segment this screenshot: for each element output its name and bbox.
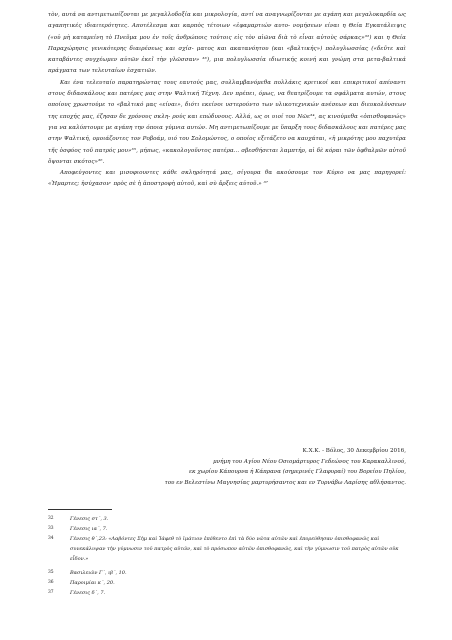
text-line: ἐκεῖ τὴν γλῶσσαν» ³³), μια πολυγλωσσία ιδιωτικής κοινή και γνώμη στα μετα-βαλτικά πράγματα — [48, 57, 407, 75]
footnote — [48, 524, 408, 534]
footnote-number: 34 — [48, 536, 54, 541]
footnote-number: 33 — [48, 526, 54, 531]
text-line: με αγάπη την όποια γύμνια αυτών. Μη αντιμετωπίζουμε με ὕπαρξη τους διδασκάλους και πατέρες — [105, 124, 394, 131]
text-line: «ἡ μικρότης μου παχυτέρα τῆς ὀσφύος τοῦ πατρός μου»³⁵, μήπως, «κακολογοῦντος πατέρα... — [48, 136, 406, 154]
text-line: τὸν, αυτά να αντιμετωπίζονται με μεγαλλοδοξία και μικρολογία, αντί να αναγνωρίζονται με αγάπη — [48, 12, 342, 18]
footnote-number: 37 — [48, 590, 54, 595]
text-line: σβεσθήσεται λαμπτήρ, αἱ δὲ κόραι τῶν ὀφθαλμῶν αὐτοῦ ὄψονται σκότος»³⁶. — [48, 147, 406, 165]
main-text — [48, 10, 406, 191]
footnote-text: Γένεσις στ΄, 3. — [70, 516, 109, 522]
footnotes — [48, 514, 408, 598]
footnote — [48, 568, 408, 578]
text-line: Και ένα τελευταίο παρατηρώντας τους εαυτούς μας, συλλαμβανόμεθα πολλάκις κριτικοί και — [60, 79, 341, 86]
text-line: ρούς και επώδυνους. Αλλά, ως οι υιοί του Νῶε³⁴, ας κινούμεθα «ὀπισθοφανώς» για να καλύπτουμε — [48, 113, 407, 131]
footnote-number: 36 — [48, 580, 54, 585]
footnote — [48, 514, 408, 524]
text-line: Αποφεύγοντες και μισοφιουντες κάθε σκληρότητά μας, σίγουρα θα ακούσουμε τον Κύριο να — [60, 170, 356, 177]
signoff-line: του εν Βελεστίνω Μαγνησίας μαρτυρήσαντος και εν Τυρνάβω Λαρίσης αθλήσαντος. — [164, 479, 406, 486]
place-date: Κ.Χ.Κ. - Βόλος, 30 Δεκεμβρίου 2016, — [302, 448, 406, 454]
signoff-line: μνήμη του Αγίου Νέου Οσιομάρτυρος Γεδεώνος του Καρακαλλινού, — [213, 458, 406, 465]
text-line: επικριτικοί απέναντι στους διδασκάλους και πατέρες μας στην Ψαλτική Τέχνη. Δεν πρέπει, όμως, να — [48, 79, 406, 98]
text-line: θεατρίζουμε τα σφάλματα αυτών, στους οποίους χρωστούμε το «βαλτικό μας «είναι», διότι εκείνοι — [48, 91, 406, 109]
paragraph-3 — [48, 168, 406, 191]
footnote-text: Βασιλειῶν Γ΄, ιβ΄, 10. — [70, 570, 127, 576]
text-line: τὸν αἰῶνα διὰ τὸ εἶναι αὐτοὺς σάρκας»³²) και η Θεία Παραχώρησις γενικότερης διαιρέσεως και σχίσ- — [48, 34, 406, 52]
footnote-divider — [48, 509, 112, 510]
paragraph-1 — [48, 10, 406, 78]
footnote-text: Γένεσις δ΄, 7. — [70, 590, 106, 596]
text-line: μας παρηγορεί: «Ἡμαρτες; ἡσύχασον· πρὸς σὲ ἡ ἀποστροφὴ αὐτοῦ, καὶ σὺ ἄρξεις αὐτοῦ.» ³⁷ — [48, 170, 406, 188]
signoff-line: εκ χωρίου Κάπουρνα ή Κάπρανα (σημερινές Γλαφυραί) του Βορείου Πηλίου, — [188, 469, 406, 475]
footnote — [48, 588, 408, 598]
text-line: και μεγαλοκαρδία ως αγαπητικές ιδιαιτερότητες. Αποτέλεσμα και καρπὸς τέτοιων «ἐφαμαρτιών αυτο- — [48, 12, 407, 30]
text-line: ματος και ακατανόητου (και «βαλτικής») πολυγλωσσίας («δεῦτε καὶ καταβάντες συγχέωμεν αὐτῶν — [48, 45, 406, 64]
footnote-text: Γένεσις θ΄,23: «Λαβόντες Σὴμ καὶ Ἰάφεθ τὸ ἱμάτιον ἐπέθεντο ἐπὶ τὰ δύο νῶτα αὐτῶν καὶ ἐπορεύθησαν ὀπισθοφανῶς καὶ συνεκάλυψαν τὴν γύμνωσιν τοῦ πατρὸς αὐτῶν, καὶ τὸ πρόσωπον αὐτῶν ὀπισθοφανῶς, καὶ τὴν γύμνωσιν τοῦ πατρὸς αὐτῶν οὐκ εἶδον.» — [70, 536, 399, 562]
footnote-number: 32 — [48, 516, 54, 521]
footnote — [48, 578, 408, 588]
text-line: υστερούντο των υλικοτεχνικών ανέσεων και διευκολύνσεων της εποχής μας, έζησαν δε χρόνους σκλη- — [48, 102, 406, 120]
footnote — [48, 534, 408, 564]
footnote-number: 35 — [48, 570, 54, 575]
text-line: μας στην Ψαλτική, ομοιάζοντες τον Ροβοάμ, υιό του Σολομώντος, ο οποίος εξιτάζετο να καυχάται, — [48, 124, 407, 143]
footnote-text: Παροιμίαι κ΄, 20. — [70, 580, 115, 586]
paragraph-2 — [48, 78, 406, 168]
signoff-block — [66, 446, 406, 488]
footnote-text: Γένεσις ια΄, 7. — [70, 526, 108, 532]
text-line: νομήσεων είναι η Θεία Εγκατάλειψις («οὐ μὴ καταμείνη τὸ Πνεῦμα μου ἐν τοῖς ἀνθρώποις τούτοις εἰς — [48, 23, 407, 41]
text-line: των τελευταίων ἐσχατιῶν. — [78, 68, 157, 75]
